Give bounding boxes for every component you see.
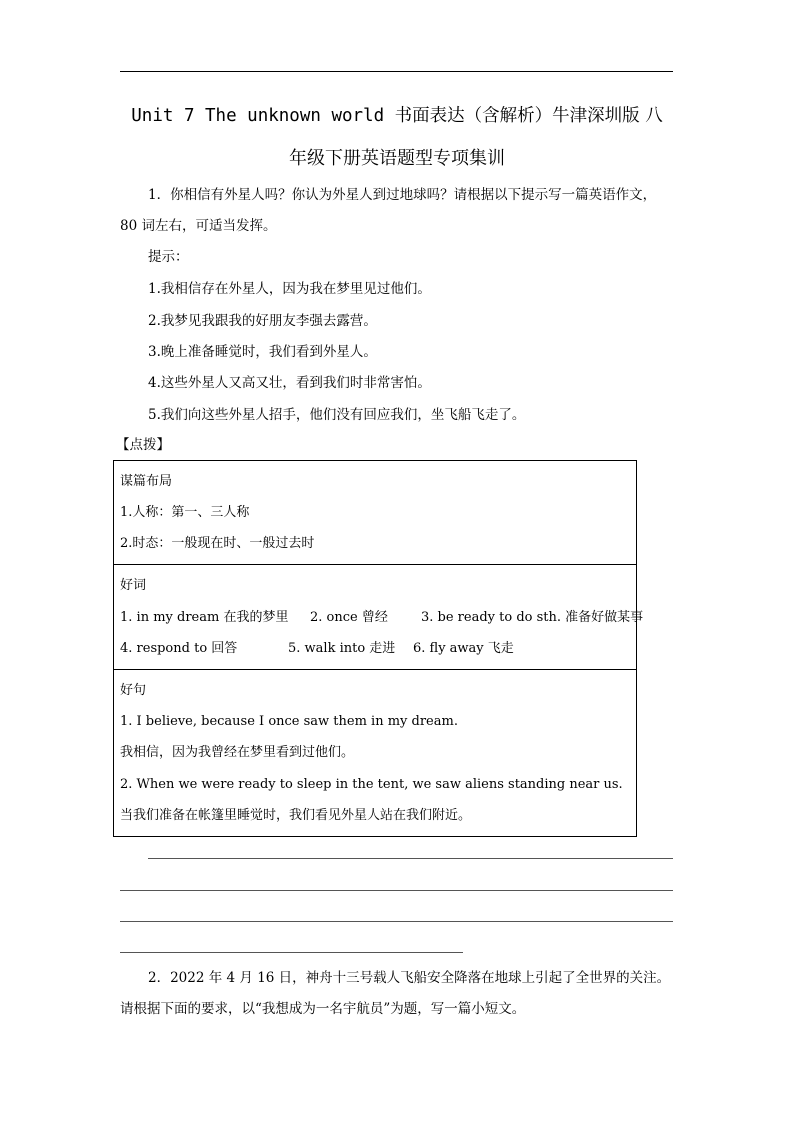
q2-prompt-line1: 2．2022 年 4 月 16 日，神舟十三号载人飞船安全降落在地球上引起了全世界的关注。 [148, 970, 671, 986]
page-title-line2: 年级下册英语题型专项集训 [289, 148, 505, 169]
word-item: 5. walk into 走进 [288, 641, 396, 656]
title-chinese: 书面表达（含解析）牛津深圳版 八 [394, 106, 663, 126]
writing-line [120, 952, 463, 953]
sentences-heading: 好句 [120, 683, 147, 698]
word-item: 3. be ready to do sth. 准备好做某事 [421, 610, 644, 625]
hint-item: 1.我相信存在外星人，因为我在梦里见过他们。 [148, 281, 431, 297]
q1-prompt-line2: 80 词左右，可适当发挥。 [120, 218, 277, 234]
table-divider [113, 564, 637, 565]
header-rule [120, 71, 673, 72]
word-item: 2. once 曾经 [310, 610, 388, 625]
hint-item: 5.我们向这些外星人招手，他们没有回应我们，坐飞船飞走了。 [148, 407, 526, 423]
writing-line [148, 858, 673, 859]
sentence-item: 1. I believe, because I once saw them in my dream. [120, 714, 458, 729]
layout-heading: 谋篇布局 [120, 474, 173, 489]
sentence-item: 当我们准备在帐篷里睡觉时，我们看见外星人站在我们附近。 [120, 808, 472, 823]
table-divider [113, 669, 637, 670]
layout-item: 2.时态：一般现在时、一般过去时 [120, 536, 315, 551]
hints-label: 提示： [148, 249, 189, 265]
word-item: 1. in my dream 在我的梦里 [120, 610, 289, 625]
hint-item: 3.晚上准备睡觉时，我们看到外星人。 [148, 344, 377, 360]
q1-prompt-line1: 1．你相信有外星人吗？你认为外星人到过地球吗？请根据以下提示写一篇英语作文， [148, 187, 657, 203]
writing-line [120, 921, 673, 922]
word-item: 4. respond to 回答 [120, 641, 238, 656]
sentence-item: 2. When we were ready to sleep in the tent, we saw aliens standing near us. [120, 777, 623, 792]
sentence-item: 我相信，因为我曾经在梦里看到过他们。 [120, 745, 355, 760]
q2-prompt-line2: 请根据下面的要求，以“我想成为一名宇航员”为题，写一篇小短文。 [120, 1001, 526, 1017]
page-title-line1 [110, 103, 684, 129]
layout-item: 1.人称：第一、三人称 [120, 505, 250, 520]
tips-label: 【点拨】 [116, 437, 170, 453]
words-heading: 好词 [120, 578, 147, 593]
writing-line [120, 890, 673, 891]
word-item: 6. fly away 飞走 [413, 641, 514, 656]
title-english: Unit 7 The unknown world [131, 106, 395, 126]
hint-item: 2.我梦见我跟我的好朋友李强去露营。 [148, 313, 377, 329]
hint-item: 4.这些外星人又高又壮，看到我们时非常害怕。 [148, 375, 431, 391]
